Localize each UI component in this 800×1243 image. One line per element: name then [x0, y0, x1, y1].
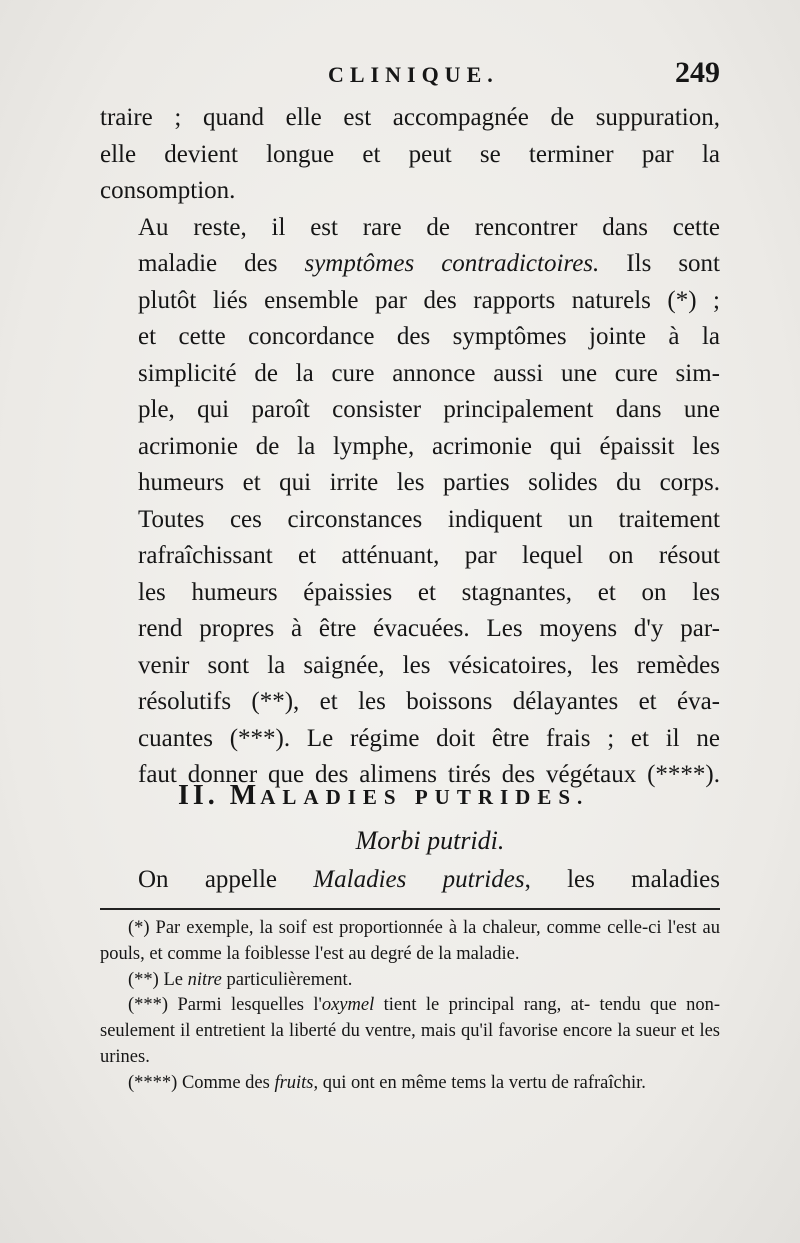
paragraph-3 [100, 502, 720, 794]
text-run: (****) Comme des [128, 1072, 275, 1093]
text-line: Au reste, il est rare de rencontrer dans cette [138, 213, 720, 241]
italic-term: symptômes contradictoires. [304, 250, 600, 277]
section-first-line [138, 866, 720, 894]
text-line [100, 246, 720, 283]
text-run: tient le principal rang, at- [374, 995, 591, 1016]
text-line: les humeurs épaissies et stagnantes, et on les [138, 578, 720, 606]
section-title: ALADIES PUTRIDES. [260, 785, 590, 809]
text-line: résolutifs (**), et les boissons délayantes et éva- [138, 688, 720, 715]
text-line: traire ; quand elle est accompagnée de suppuration, [100, 104, 720, 131]
paragraph-2 [100, 210, 720, 502]
footnotes [100, 916, 720, 1097]
footnote-4 [100, 1071, 720, 1097]
footnote-line: degré de la maladie. [370, 943, 520, 964]
running-head: CLINIQUE. [328, 62, 499, 87]
text-run: (**) Le [128, 969, 188, 990]
text-line: plutôt liés ensemble par des rapports naturels (*) ; [138, 286, 720, 314]
text-run: (***) Parmi lesquelles l' [128, 995, 322, 1016]
section-heading [178, 780, 589, 812]
paragraph-1 [100, 100, 720, 210]
text-run: maladie des [138, 250, 305, 277]
footnote-1 [100, 916, 720, 968]
text-line: cuantes (***). Le régime doit être frais ; et il ne [138, 724, 720, 752]
italic-term: nitre [187, 969, 222, 990]
text-line: Toutes ces circonstances indiquent un traitement [138, 505, 720, 533]
footnote-3 [100, 993, 720, 1070]
footnote-rule [100, 908, 720, 910]
text-line: et cette concordance des symptômes jointe à la [138, 323, 720, 350]
text-line: humeurs et qui irrite les parties solides du corps. [138, 469, 720, 496]
page-header [100, 56, 720, 98]
text-line: consomption. [100, 177, 236, 204]
footnote-2 [100, 968, 720, 994]
footnote-line: comme celle-ci l'est au pouls, et comme la foiblesse l'est au [100, 918, 720, 964]
text-line: rend propres à être évacuées. Les moyens d'y par- [138, 615, 720, 642]
text-line: rafraîchissant et atténuant, par lequel on résout [138, 542, 720, 569]
body-text [100, 100, 720, 794]
footnote-line: rafraîchir. [573, 1072, 646, 1093]
text-line: simplicité de la cure annonce aussi une cure sim- [138, 359, 720, 387]
italic-term: Maladies putrides [313, 866, 525, 893]
page-number: 249 [675, 56, 720, 89]
italic-term: fruits [274, 1072, 314, 1093]
section-title-initial: M [229, 780, 261, 811]
text-run: On appelle [138, 866, 314, 893]
footnote-line: (*) Par exemple, la soif est proportionnée à la chaleur, [128, 918, 541, 938]
text-line: ple, qui paroît consister principalement dans une [138, 396, 720, 423]
text-run: , qui ont en même tems la vertu de [313, 1072, 569, 1093]
text-run: , les maladies [524, 866, 720, 893]
section-number: II. [178, 780, 219, 811]
text-line: faut donner que des alimens tirés des végétaux (****). [138, 761, 720, 788]
text-line: venir sont la saignée, les vésicatoires, les remèdes [138, 651, 720, 679]
section-subtitle: Morbi putridi. [355, 826, 505, 855]
footnote-line: mais qu'il favorise encore la sueur et les urines. [100, 1021, 720, 1067]
footnote-line: tendu que non-seulement il entretient la liberté du ventre, [100, 995, 721, 1042]
italic-term: oxymel [321, 995, 375, 1016]
text-run: particulièrement. [221, 969, 353, 990]
text-line: acrimonie de la lymphe, acrimonie qui épaissit les [138, 432, 720, 460]
text-line: elle devient longue et peut se terminer par la [100, 140, 720, 168]
text-run: Ils sont [599, 250, 720, 277]
